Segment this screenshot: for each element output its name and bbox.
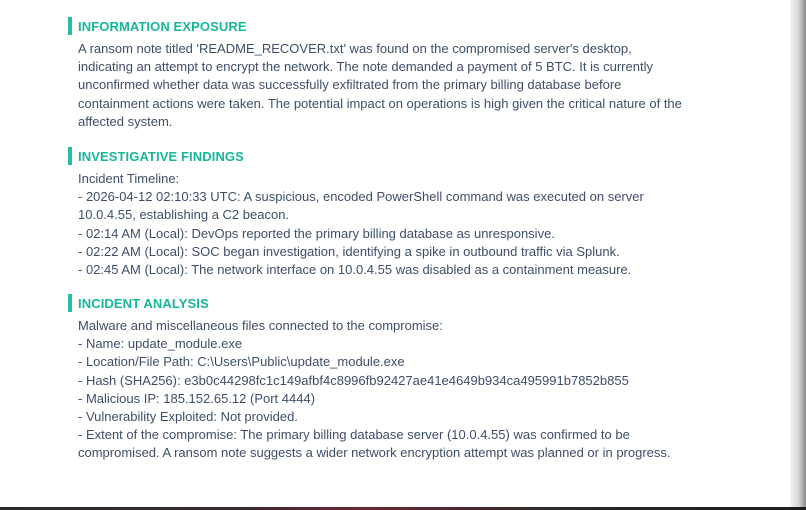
- body-line: indicating an attempt to encrypt the network. The note demanded a payment of 5 BTC. It is currently: [78, 59, 653, 75]
- body-line: affected system.: [78, 113, 173, 129]
- heading-accent-bar: [68, 294, 72, 312]
- heading-accent-bar: [68, 17, 72, 35]
- section-information-exposure: [68, 16, 748, 131]
- body-line: unconfirmed whether data was successfully exfiltrated from the primary billing database before: [78, 77, 622, 93]
- ioc-item: - Extent of the compromise: The primary billing database server (10.0.4.55) was confirmed to be: [78, 427, 630, 443]
- section-incident-analysis: [68, 293, 748, 463]
- section-heading: [68, 146, 748, 166]
- section-heading: [68, 16, 748, 36]
- timeline-entry: - 02:14 AM (Local): DevOps reported the primary billing database as unresponsive.: [78, 225, 555, 241]
- section-heading: [68, 293, 748, 313]
- timeline-entry: - 02:22 AM (Local): SOC began investigation, identifying a spike in outbound traffic via Splunk.: [78, 243, 620, 259]
- timeline-entry: - 2026-04-12 02:10:33 UTC: A suspicious, encoded PowerShell command was executed on server: [78, 189, 644, 205]
- ioc-item: - Vulnerability Exploited: Not provided.: [78, 409, 298, 425]
- section-heading-text: INVESTIGATIVE FINDINGS: [78, 148, 244, 164]
- analysis-intro: Malware and miscellaneous files connected to the compromise:: [78, 318, 443, 333]
- heading-accent-bar: [68, 147, 72, 165]
- ioc-item: - Malicious IP: 185.152.65.12 (Port 4444): [78, 390, 316, 406]
- ioc-item: - Location/File Path: C:\Users\Public\update_module.exe: [78, 354, 405, 370]
- section-heading-text: INFORMATION EXPOSURE: [78, 18, 247, 34]
- ioc-item: compromised. A ransom note suggests a wider network encryption attempt was planned or in progress.: [78, 445, 671, 461]
- section-heading-text: INCIDENT ANALYSIS: [78, 295, 209, 311]
- section-body: [78, 170, 748, 279]
- body-line: containment actions were taken. The potential impact on operations is high given the critical nature of the: [78, 95, 682, 111]
- body-line: A ransom note titled 'README_RECOVER.txt' was found on the compromised server's desktop,: [78, 41, 632, 56]
- ioc-item: - Name: update_module.exe: [78, 336, 243, 352]
- timeline-heading: Incident Timeline:: [78, 171, 180, 186]
- section-body: [78, 40, 748, 131]
- timeline-entry: - 02:45 AM (Local): The network interface on 10.0.4.55 was disabled as a containment measure.: [78, 262, 632, 278]
- window-edge-shadow: [790, 0, 806, 510]
- section-investigative-findings: [68, 146, 748, 279]
- ioc-item: - Hash (SHA256): e3b0c44298fc1c149afbf4c8996fb92427ae41e4649b934ca495991b7852b855: [78, 372, 629, 388]
- timeline-entry: 10.0.4.55, establishing a C2 beacon.: [78, 207, 290, 223]
- section-body: [78, 317, 748, 463]
